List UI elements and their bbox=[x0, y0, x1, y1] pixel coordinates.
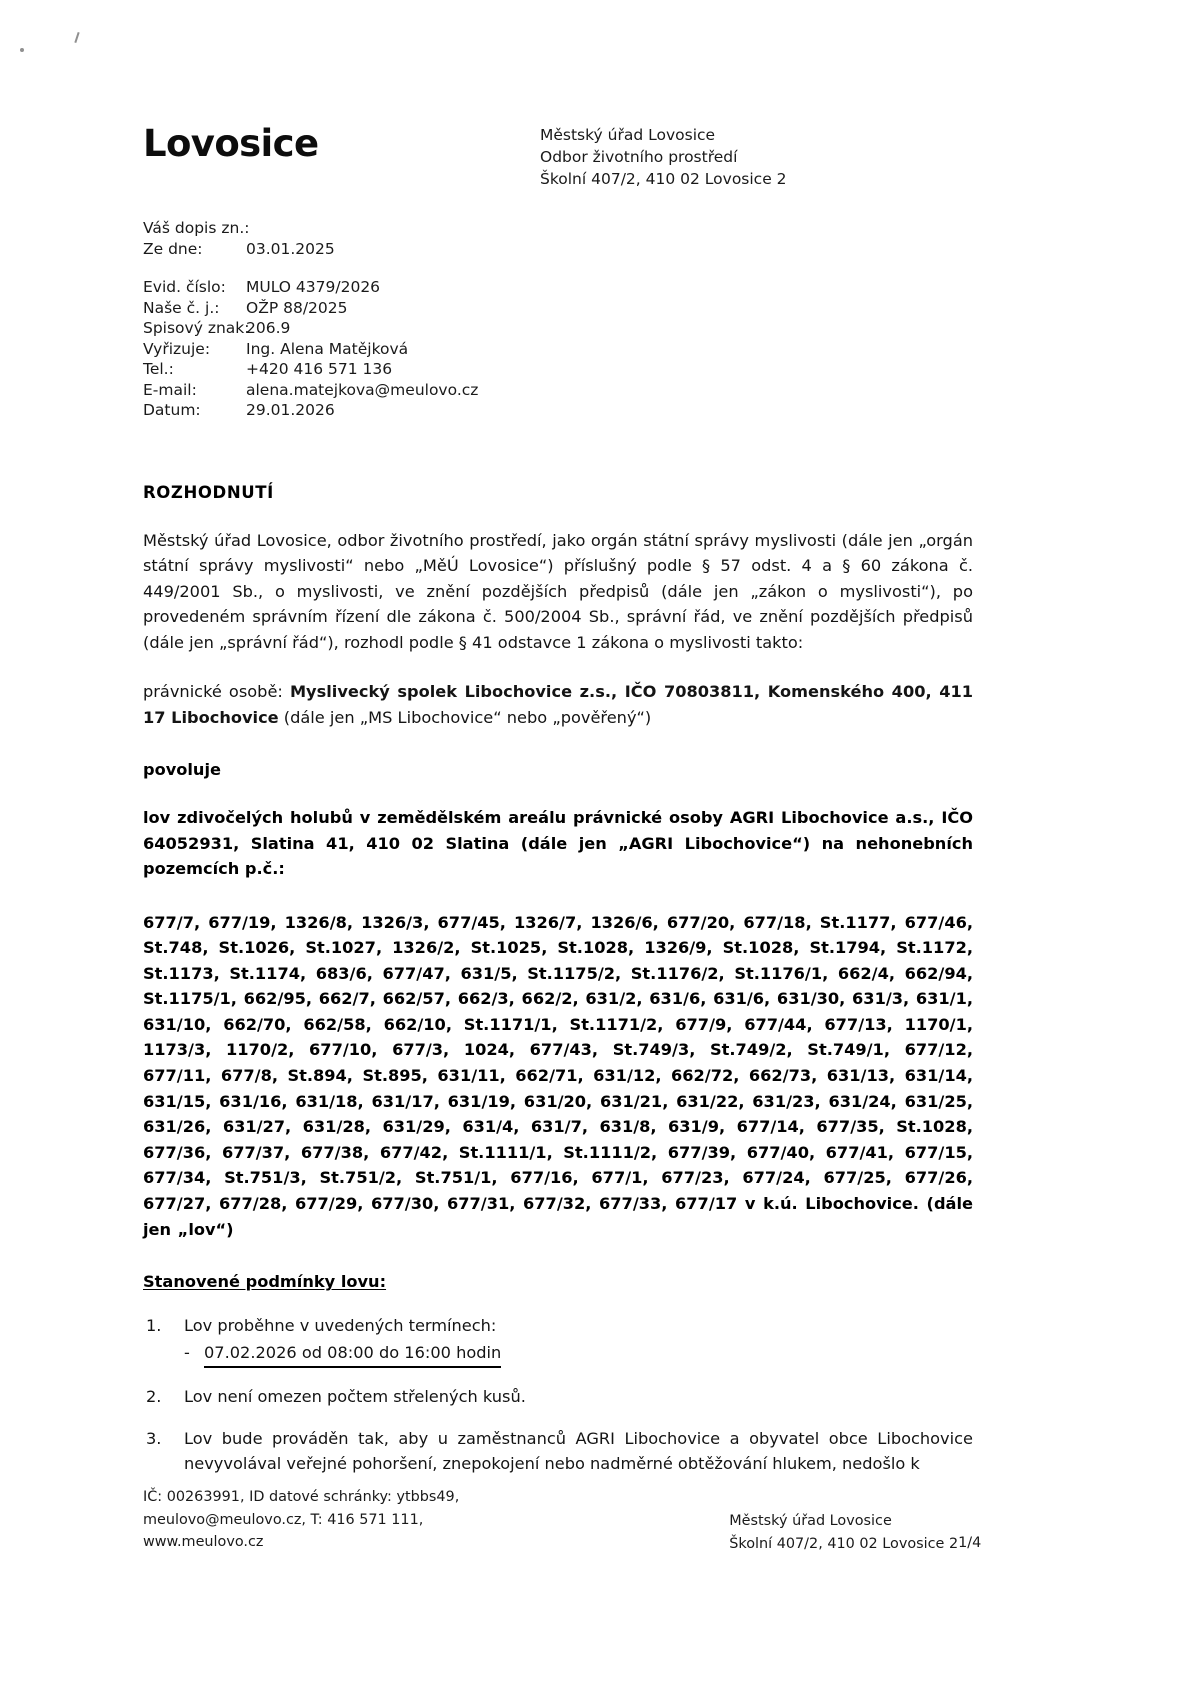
footer-office-block bbox=[469, 1486, 958, 1555]
subject-entity: Myslivecký spolek Libochovice z.s., IČO 70803811, Komenského 400, 411 17 Libochovice bbox=[143, 682, 973, 727]
meta-row-date-from bbox=[143, 239, 973, 260]
grants-keyword: povoluje bbox=[143, 760, 221, 779]
meta-row-your-reference bbox=[143, 218, 973, 239]
scan-artifact-speck bbox=[20, 48, 24, 52]
condition-number: 1. bbox=[146, 1316, 162, 1336]
condition-text: Lov není omezen počtem střelených kusů. bbox=[184, 1387, 526, 1407]
condition-number: 2. bbox=[146, 1387, 162, 1407]
meta-row-date bbox=[143, 400, 973, 421]
office-address-block bbox=[540, 124, 787, 190]
office-street-address: Školní 407/2, 410 02 Lovosice 2 bbox=[540, 170, 787, 188]
list-item bbox=[143, 1384, 973, 1410]
meta-row-email bbox=[143, 380, 973, 401]
your-reference-label: Váš dopis zn.: bbox=[143, 219, 250, 237]
meta-row-handled-by bbox=[143, 339, 973, 360]
file-mark-label: Spisový znak: bbox=[143, 319, 250, 337]
handled-by-value: Ing. Alena Matějková bbox=[246, 339, 409, 358]
phone-value: +420 416 571 136 bbox=[246, 360, 393, 378]
conditions-heading: Stanovené podmínky lovu: bbox=[143, 1272, 387, 1292]
our-reference-value: OŽP 88/2025 bbox=[246, 298, 348, 317]
conditions-list bbox=[143, 1313, 973, 1477]
file-mark-value: 206.9 bbox=[246, 319, 291, 337]
condition-text: Lov proběhne v uvedených termínech: bbox=[184, 1316, 497, 1336]
city-logo: Lovosice bbox=[143, 122, 319, 165]
subject-prefix: právnické osobě: bbox=[143, 682, 290, 701]
page-footer bbox=[143, 1486, 982, 1555]
subject-suffix: (dále jen „MS Libochovice“ nebo „pověřený“) bbox=[278, 707, 652, 727]
date-from-label: Ze dne: bbox=[143, 239, 203, 258]
subject-paragraph bbox=[143, 679, 973, 730]
footer-email-phone: meulovo@meulovo.cz, T: 416 571 111, bbox=[143, 1511, 424, 1528]
registration-number-value: MULO 4379/2026 bbox=[246, 278, 381, 296]
date-from-value: 03.01.2025 bbox=[246, 239, 335, 258]
meta-row-file-mark bbox=[143, 318, 973, 339]
meta-row-phone bbox=[143, 359, 973, 380]
parcel-number-list: 677/7, 677/19, 1326/8, 1326/3, 677/45, 1326/7, 1326/6, 677/20, 677/18, St.1177, 677/46, St.748, St.1026, St.1027, 1326/2, St.1025, St.1028, 1326/9, St.1028, St.1794, St.1172, St.1173, St.1174, 683/6, 677/47, 631/5, St.1175/2, St.1176/2, St.1176/1, 662/4, 662/94, St.1175/1, 662/95, 662/7, 662/57, 662/3, 662/2, 631/2, 631/6, 631/6, 631/30, 631/3, 631/1, 631/10, 662/70, 662/58, 662/10, St.1171/1, St.1171/2, 677/9, 677/44, 677/13, 1170/1, 1173/3, 1170/2, 677/10, 677/3, 1024, 677/43, St.749/3, St.749/2, St.749/1, 677/12, 677/11, 677/8, St.894, St.895, 631/11, 662/71, 631/12, 662/72, 662/73, 631/13, 631/14, 631/15, 631/16, 631/18, 631/17, 631/19, 631/20, 631/21, 631/22, 631/23, 631/24, 631/25, 631/26, 631/27, 631/28, 631/29, 631/4, 631/7, 631/8, 631/9, 677/14, 677/35, St.1028, 677/36, 677/37, 677/38, 677/42, St.1111/1, St.1111/2, 677/39, 677/40, 677/41, 677/15, 677/34, St.751/3, St.751/2, St.751/1, 677/16, 677/1, 677/23, 677/24, 677/25, 677/26, 677/27, 677/28, 677/29, 677/30, 677/31, 677/32, 677/33, 677/17 v k.ú. Libochovice. (dále jen „lov“) bbox=[143, 912, 973, 1239]
page-number: 1/4 bbox=[958, 1535, 982, 1551]
office-name: Městský úřad Lovosice bbox=[540, 126, 716, 144]
hunt-term-value: 07.02.2026 od 08:00 do 16:00 hodin bbox=[204, 1340, 501, 1369]
permit-paragraph: lov zdivočelých holubů v zemědělském areálu právnické osoby AGRI Libochovice a.s., IČO 64052931, Slatina 41, 410 02 Slatina (dále jen „AGRI Libochovice“) na nehonebních pozemcích p.č.: bbox=[143, 808, 973, 878]
footer-office-name: Městský úřad Lovosice bbox=[729, 1513, 892, 1529]
email-label: E-mail: bbox=[143, 380, 197, 399]
registration-number-label: Evid. číslo: bbox=[143, 278, 226, 296]
meta-row-our-reference bbox=[143, 298, 973, 319]
footer-ic-databox: IČ: 00263991, ID datové schránky: ytbbs49, bbox=[143, 1489, 460, 1505]
date-label: Datum: bbox=[143, 401, 201, 419]
email-value: alena.matejkova@meulovo.cz bbox=[246, 380, 479, 399]
office-department: Odbor životního prostředí bbox=[540, 148, 738, 166]
bullet-dash-icon: - bbox=[184, 1342, 190, 1362]
meta-row-registration-number bbox=[143, 277, 973, 298]
condition-number: 3. bbox=[146, 1428, 162, 1448]
condition-text: Lov bude prováděn tak, aby u zaměstnanců AGRI Libochovice a obyvatel obce Libochovice nevyvolával veřejné pohoršení, znepokojení nebo nadměrné obtěžování hlukem, nedošlo k bbox=[184, 1428, 973, 1474]
list-item bbox=[143, 1313, 973, 1368]
phone-label: Tel.: bbox=[143, 360, 174, 378]
document-content bbox=[143, 0, 973, 1493]
footer-office-address: Školní 407/2, 410 02 Lovosice 2 bbox=[729, 1535, 959, 1552]
letterhead bbox=[143, 112, 973, 212]
decision-heading: ROZHODNUTÍ bbox=[143, 482, 274, 502]
scan-artifact-mark bbox=[74, 32, 79, 43]
footer-website: www.meulovo.cz bbox=[143, 1534, 264, 1550]
list-item bbox=[143, 1426, 973, 1477]
metadata-block bbox=[143, 218, 973, 421]
our-reference-label: Naše č. j.: bbox=[143, 298, 220, 317]
intro-paragraph: Městský úřad Lovosice, odbor životního prostředí, jako orgán státní správy myslivosti (dále jen „orgán státní správy myslivosti“ nebo „MěÚ Lovosice“) příslušný podle § 57 odst. 4 a § 60 zákona č. 449/2001 Sb., o myslivosti, ve znění pozdějších předpisů (dále jen „zákon o myslivosti“), po provedeném správním řízení dle zákona č. 500/2004 Sb., správní řád, ve znění pozdějších předpisů (dále jen „správní řád“), rozhodl podle § 41 odstavce 1 zákona o myslivosti takto: bbox=[143, 530, 973, 652]
condition-sub-item bbox=[184, 1340, 973, 1369]
meta-spacer bbox=[143, 259, 973, 277]
footer-contact-block bbox=[143, 1486, 459, 1554]
handled-by-label: Vyřizuje: bbox=[143, 339, 211, 358]
date-value: 29.01.2026 bbox=[246, 401, 335, 419]
